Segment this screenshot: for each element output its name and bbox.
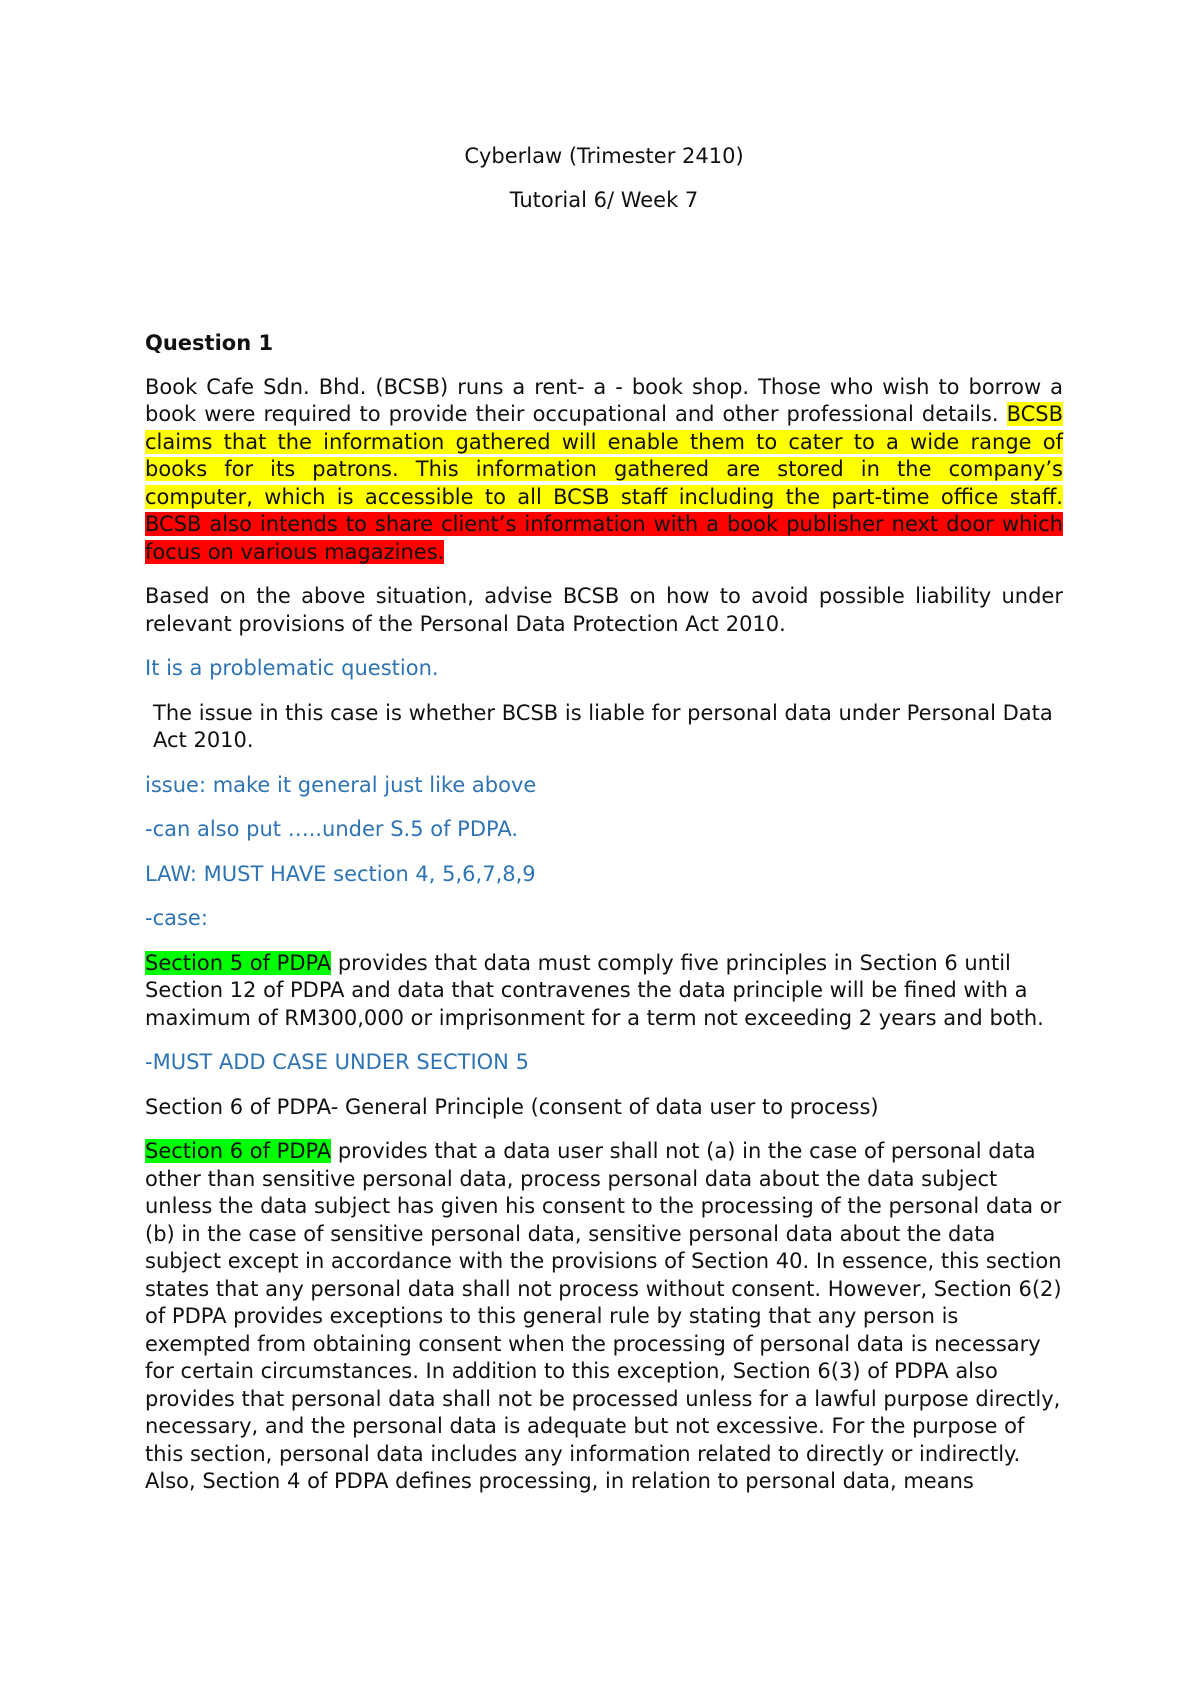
section6-text: provides that a data user shall not (a) in the case of personal data other than sensitive personal data, process personal data about the data subject unless the data subject has given his consent to the processing of the personal data or (b) in the case of sensitive personal data, sensitive personal data about the data subject except in accordance with the provisions of Section 40. In essence, this section states that any personal data shall not process without consent. However, Section 6(2) of PDPA provides exceptions to this general rule by stating that any person is exempted from obtaining consent when the processing of personal data is necessary for certain circumstances. In addition to this exception, Section 6(3) of PDPA also provides that personal data shall not be processed unless for a lawful purpose directly, necessary, and the personal data is adequate but not excessive. For the purpose of this section, personal data includes any information related to directly or indirectly. Also, Section 4 of PDPA defines processing, in relation to personal data, means (145, 1139, 1062, 1493)
scenario-paragraph (145, 374, 1063, 567)
note-law: LAW: MUST HAVE section 4, 5,6,7,8,9 (145, 861, 536, 886)
section6-paragraph (145, 1138, 1063, 1496)
note-must-add: -MUST ADD CASE UNDER SECTION 5 (145, 1050, 529, 1074)
document-subtitle: Tutorial 6/ Week 7 (509, 188, 699, 212)
section6-heading: Section 6 of PDPA- General Principle (consent of data user to process) (145, 1094, 879, 1119)
section6-highlight: Section 6 of PDPA (145, 1139, 332, 1163)
task-paragraph: Based on the above situation, advise BCSB on how to avoid possible liability under relevant provisions of the Personal Data Protection Act 2010. (145, 584, 1063, 636)
question-heading: Question 1 (145, 331, 274, 355)
section5-text: provides that data must comply five principles in Section 6 until Section 12 of PDPA and data that contravenes the data principle will be fined with a maximum of RM300,000 or imprisonment for a term not exceeding 2 years and both. (145, 950, 1044, 1030)
note-issue: issue: make it general just like above (145, 772, 537, 797)
scenario-red-highlight: BCSB also intends to share client’s information with a book publisher next door which focus on various magazines. (145, 512, 1063, 564)
note-problematic: It is a problematic question. (145, 656, 439, 680)
document-content (145, 140, 1063, 1513)
note-can-put: -can also put …..under S.5 of PDPA. (145, 817, 519, 841)
issue-statement: The issue in this case is whether BCSB is liable for personal data under Personal Data Act 2010. (153, 700, 1053, 752)
section5-highlight: Section 5 of PDPA (145, 950, 332, 975)
scenario-plain-text: Book Cafe Sdn. Bhd. (BCSB) runs a rent- a - book shop. Those who wish to borrow a book were required to provide their occupational and other professional details. (145, 374, 1063, 426)
section5-paragraph (145, 950, 1063, 1033)
scenario-yellow-highlight: BCSB claims that the information gathered will enable them to cater to a wide range of books for its patrons. This information gathered are stored in the company’s computer, which is accessible to all BCSB staff including the part-time office staff. (145, 402, 1063, 509)
note-case: -case: (145, 906, 208, 930)
document-title: Cyberlaw (Trimester 2410) (464, 144, 744, 168)
